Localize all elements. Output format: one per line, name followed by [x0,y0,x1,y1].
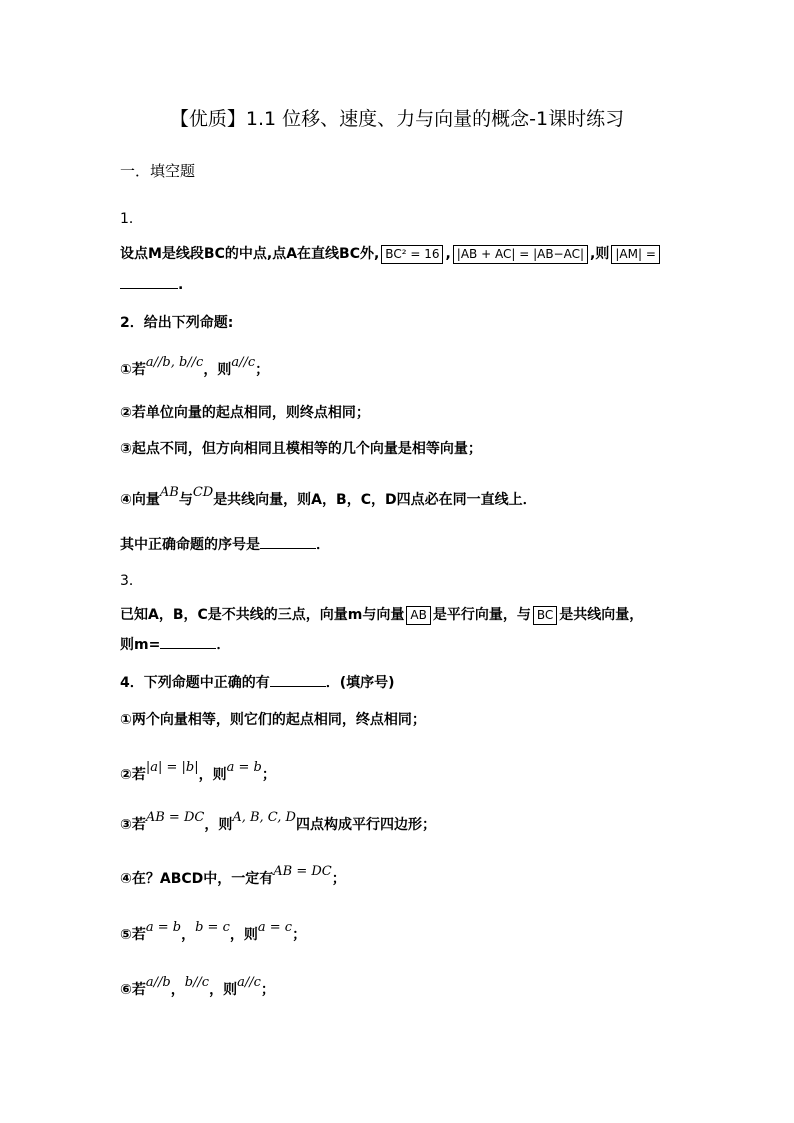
q1-text-a: 设点M是线段BC的中点,点A在直线BC外, [120,246,380,262]
question-1-text [120,244,662,264]
question-1-answer-line [120,274,183,295]
question-4-stem [120,672,395,693]
q2-answer-blank[interactable] [260,534,316,549]
q1-comma: , [445,246,451,262]
q4-i3-pre: ③若 [120,817,146,833]
q4-i2-math2: a = b [226,760,262,775]
q4-i2-math1: |a| = |b| [145,760,199,775]
q4-i5-mid: ，则 [229,927,258,943]
q4-i3-math1: AB = DC [145,810,205,825]
q3-text-c: 是共线向量， [559,607,644,623]
q4-i3-mid: ，则 [204,817,233,833]
q1-expr-am: |AM| = [611,245,660,264]
q1-expr-abs-sum: |AB + AC| = |AB−AC| [453,245,588,264]
q4-i5-pre: ⑤若 [120,927,146,943]
q4-answer-blank[interactable] [270,672,326,687]
q2-i4-vector-cd: CD [192,485,214,500]
q3-answer-blank[interactable] [160,634,216,649]
q2-answer-pre: 其中正确命题的序号是 [120,537,260,553]
q4-i3-math2: A, B, C, D [232,810,296,825]
question-4-item-3 [120,810,436,836]
question-3-answer-line [120,634,230,655]
q2-i1-end: ； [255,362,270,378]
question-4-item-4 [120,864,346,890]
question-4-item-1: ①两个向量相等，则它们的起点相同，终点相同； [120,712,426,728]
q2-i1-mid: ，则 [203,362,232,378]
q4-i2-end: ； [261,767,276,783]
q4-i6-math3: a//c [237,975,261,990]
q4-i6-pre: ⑥若 [120,982,146,998]
q2-i4-vector-ab: AB [159,485,179,500]
q3-vector-bc-box: BC [533,606,557,625]
question-4-item-6 [120,975,275,1001]
q2-answer-end: ． [316,537,330,553]
q4-i4-pre: ④在？ABCD中，一定有 [120,871,274,887]
section-heading: 一．填空题 [120,162,196,180]
q4-stem-post: ．(填序号) [325,675,395,691]
q4-i4-end: ； [331,871,346,887]
q4-i5-math1: a = b [145,920,182,935]
q4-i4-math: AB = DC [273,864,332,879]
q3-line2-pre: 则m= [120,637,161,653]
q2-i4-post: 是共线向量，则A，B，C，D四点必在同一直线上． [213,492,537,508]
question-2-item-2: ②若单位向量的起点相同，则终点相同； [120,405,370,421]
q2-i1-math2: a//c [231,355,256,370]
question-3-text [120,605,643,625]
q4-i5-end: ； [292,927,307,943]
q2-i4-mid: 与 [178,492,193,508]
question-4-item-2 [120,760,276,786]
page-title: 【优质】1.1 位移、速度、力与向量的概念-1课时练习 [169,108,625,130]
q2-i4-pre: ④向量 [120,492,160,508]
question-3-number: 3． [120,573,143,589]
question-2-item-1 [120,355,270,381]
question-1-number: 1． [120,211,143,227]
q4-stem-pre: 4．下列命题中正确的有 [120,675,270,691]
q4-i6-math1: a//b [145,975,171,990]
q4-i3-post: 四点构成平行四边形； [295,817,436,833]
question-4-item-5 [120,920,307,946]
q1-answer-blank[interactable] [120,274,178,289]
q4-i5-c1: ， [181,927,196,943]
question-2-answer-line [120,534,330,555]
q2-i1-pre: ①若 [120,362,146,378]
q4-i5-math2: b = c [195,920,230,935]
q4-i6-c1: ， [170,982,185,998]
q1-text-b: ,则 [590,246,610,262]
q4-i2-pre: ②若 [120,767,146,783]
question-2-item-4 [120,485,537,511]
q3-vector-ab-box: AB [406,606,430,625]
question-2-item-3: ③起点不同，但方向相同且模相等的几个向量是相等向量； [120,441,482,457]
q1-end: . [178,277,184,293]
q4-i6-mid: ，则 [209,982,238,998]
q3-text-a: 已知A，B，C是不共线的三点，向量m与向量 [120,607,405,623]
q3-line2-end: ． [216,637,231,653]
q3-text-b: 是平行向量，与 [432,607,531,623]
q4-i5-math3: a = c [257,920,293,935]
q2-i1-math1: a//b, b//c [145,355,204,370]
q4-i2-mid: ，则 [198,767,227,783]
q4-i6-end: ； [260,982,275,998]
q1-expr-bc-squared: BC² = 16 [381,245,443,264]
q4-i6-math2: b//c [184,975,210,990]
question-2-stem: 2．给出下列命题: [120,315,234,331]
